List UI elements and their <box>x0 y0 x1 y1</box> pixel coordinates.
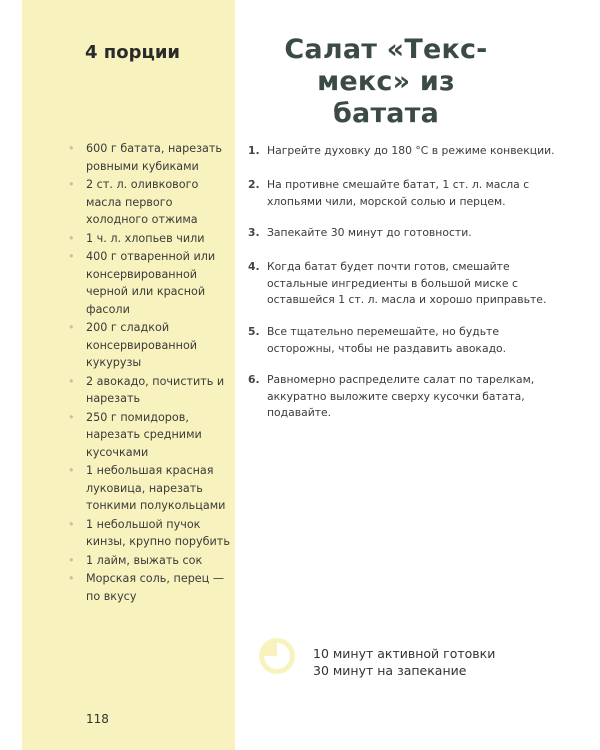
bullet-icon: • <box>68 142 75 155</box>
active-time: 10 минут активной готовки <box>313 646 496 661</box>
step-text: На противне смешайте батат, 1 ст. л. масла с хлопьями чили, морской солью и перцем. <box>267 178 530 208</box>
bullet-icon: • <box>68 464 75 477</box>
step-number: 5. <box>248 325 260 338</box>
step-number: 1. <box>248 144 260 157</box>
step-number: 6. <box>248 373 260 386</box>
bullet-icon: • <box>68 553 75 567</box>
bullet-icon: • <box>68 517 75 531</box>
bullet-icon: • <box>68 410 75 424</box>
ingredient-item: • 400 г отваренной или консервированной черной или красной фасоли <box>68 250 216 316</box>
step-item <box>248 372 560 422</box>
step-text: Равномерно распределите салат по тарелкам, аккуратно выложите сверху кусочки батата, подавайте. <box>267 373 535 420</box>
step-number: 3. <box>248 226 260 239</box>
step-text: Запекайте 30 минут до готовности. <box>267 226 472 239</box>
step-number: 2. <box>248 178 260 191</box>
servings-label: 4 порции <box>85 42 181 63</box>
step-number: 4. <box>248 260 260 273</box>
bullet-icon: • <box>68 178 75 191</box>
ingredient-item: • 250 г помидоров, нарезать средними кусочками <box>68 410 202 459</box>
step-item <box>248 324 560 357</box>
ingredient-list <box>68 140 233 606</box>
page-number: 118 <box>86 712 109 726</box>
step-item <box>248 225 560 242</box>
step-text: Когда батат будет почти готов, смешайте остальные ингредиенты в большой миске с оставшейся 1 ст. л. масла и хорошо приправьте. <box>267 260 547 307</box>
step-text: Нагрейте духовку до 180 °C в режиме конвекции. <box>267 144 555 157</box>
ingredient-item: • 200 г сладкой консервированной кукурузы <box>68 321 198 369</box>
bullet-icon: • <box>68 231 75 245</box>
cooking-times <box>313 645 495 679</box>
clock-icon <box>257 636 297 676</box>
baking-time: 30 минут на запекание <box>313 663 467 678</box>
ingredient-item: • 2 ст. л. оливкового масла первого холодного отжима <box>68 178 199 226</box>
step-item <box>248 259 560 309</box>
ingredient-item: • 2 авокадо, почистить и нарезать <box>68 374 225 405</box>
bullet-icon: • <box>68 572 75 585</box>
ingredient-item: • 600 г батата, нарезать ровными кубиками <box>68 142 223 173</box>
recipe-title: Салат «Текс-мекс» из батата <box>284 34 488 129</box>
ingredient-item: • 1 лайм, выжать сок <box>68 552 233 570</box>
bullet-icon: • <box>68 321 75 334</box>
step-text: Все тщательно перемешайте, но будьте осторожны, чтобы не раздавить авокадо. <box>267 325 507 355</box>
step-item <box>248 143 560 160</box>
step-item <box>248 177 560 210</box>
ingredient-item: • 1 небольшой пучок кинзы, крупно порубить <box>68 517 230 548</box>
bullet-icon: • <box>68 250 75 263</box>
ingredient-item: • Морская соль, перец — по вкусу <box>68 572 225 603</box>
ingredient-item: • 1 ч. л. хлопьев чили <box>68 230 233 248</box>
bullet-icon: • <box>68 374 75 388</box>
ingredient-item: • 1 небольшая красная луковица, нарезать тонкими полукольцами <box>68 464 226 512</box>
